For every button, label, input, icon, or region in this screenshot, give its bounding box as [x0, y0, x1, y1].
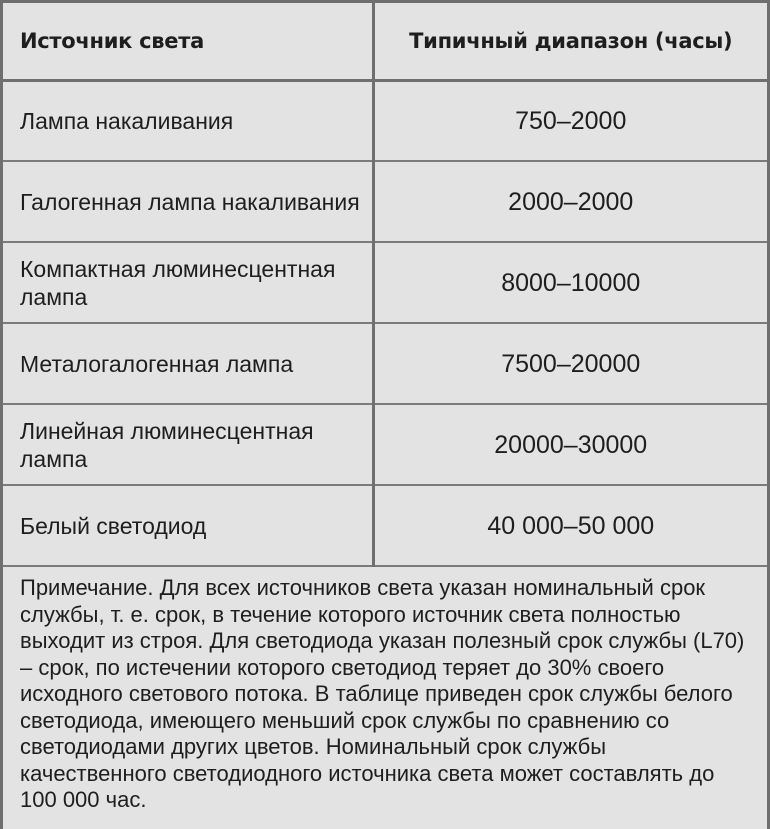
table-row	[3, 80, 767, 161]
row-range-cell: 750–2000	[373, 80, 767, 161]
table-row	[3, 323, 767, 404]
row-range-cell: 2000–2000	[373, 161, 767, 242]
table-footnote: Примечание. Для всех источников света указан номинальный срок службы, т. е. срок, в течение которого источник света полностью выходит из строя. Для светодиода указан полезный срок службы (L70) – срок, по истечении которого светодиод теряет до 30% своего исходного светового потока. В таблице приведен срок службы белого светодиода, имеющего меньший срок службы по сравнению со светодиодами других цветов. Номинальный срок службы качественного светодиодного источника света может составлять до 100 000 час.	[20, 575, 745, 812]
row-source-cell: Линейная люминесцентная лампа	[3, 404, 373, 485]
lamp-lifetime-table	[3, 3, 767, 567]
row-source-cell: Белый светодиод	[3, 485, 373, 566]
table-row	[3, 404, 767, 485]
table-row	[3, 242, 767, 323]
row-range-cell: 20000–30000	[373, 404, 767, 485]
row-source-cell: Галогенная лампа накаливания	[3, 161, 373, 242]
table-row	[3, 161, 767, 242]
table-row	[3, 485, 767, 566]
row-range-cell: 8000–10000	[373, 242, 767, 323]
table-header-row	[3, 3, 767, 80]
header-light-source: Источник света	[3, 3, 373, 80]
row-range-cell: 40 000–50 000	[373, 485, 767, 566]
row-source-cell: Компактная люминесцентная лампа	[3, 242, 373, 323]
row-source-cell: Лампа накаливания	[3, 80, 373, 161]
row-source-cell: Металогалогенная лампа	[3, 323, 373, 404]
row-range-cell: 7500–20000	[373, 323, 767, 404]
header-typical-range: Типичный диапазон (часы)	[373, 3, 767, 80]
